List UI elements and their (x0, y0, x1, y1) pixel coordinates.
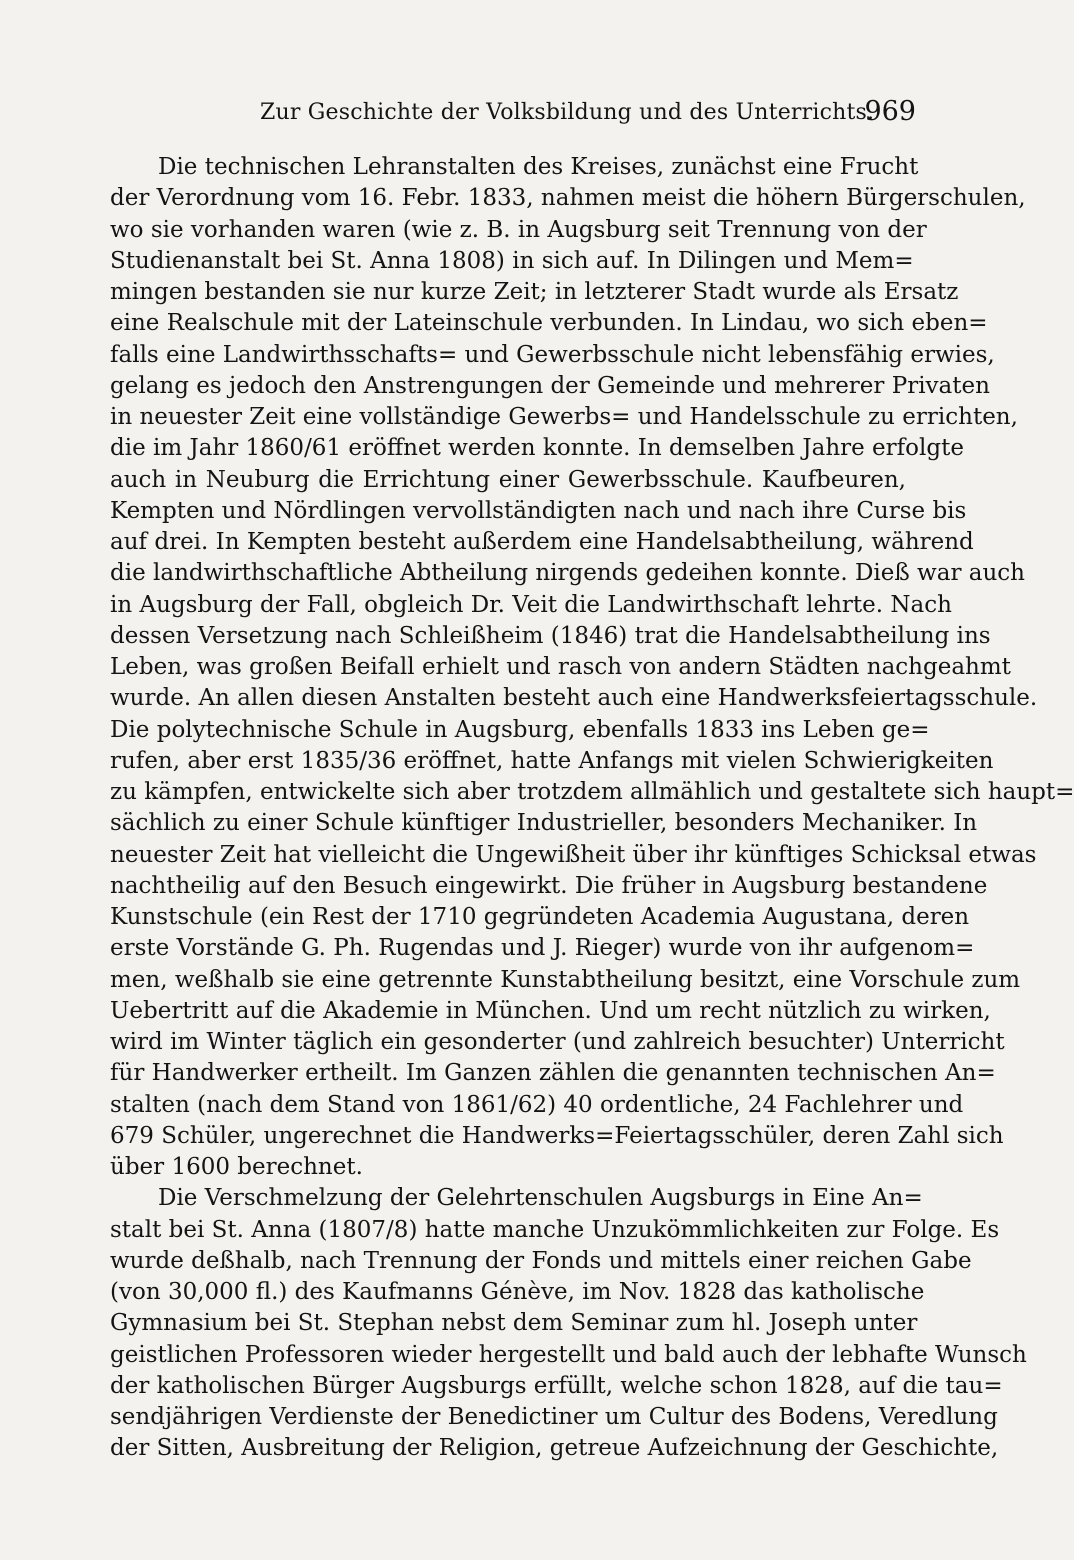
text-line: wo sie vorhanden waren (wie z. B. in Augsburg seit Trennung von der (110, 216, 927, 243)
text-line: in neuester Zeit eine vollständige Gewerbs= und Handelsschule zu errichten, (110, 404, 1018, 430)
text-line: stalt bei St. Anna (1807/8) hatte manche Unzukömmlichkeiten zur Folge. Es (110, 1216, 1000, 1243)
text-line: (von 30,000 fl.) des Kaufmanns Génève, im Nov. 1828 das katholische (110, 1279, 925, 1305)
text-line: Die Verschmelzung der Gelehrtenschulen Augsburgs in Eine An= (158, 1185, 923, 1212)
text-line: eine Realschule mit der Lateinschule verbunden. In Lindau, wo sich eben= (110, 310, 988, 337)
text-line: Die polytechnische Schule in Augsburg, ebenfalls 1833 ins Leben ge= (110, 716, 930, 743)
text-line: zu kämpfen, entwickelte sich aber trotzdem allmählich und gestaltete sich haupt= (110, 779, 1074, 805)
text-line: mingen bestanden sie nur kurze Zeit; in letzterer Stadt wurde als Ersatz (110, 279, 959, 305)
text-line: die im Jahr 1860/61 eröffnet werden konnte. In demselben Jahre erfolgte (110, 435, 964, 462)
text-line: der katholischen Bürger Augsburgs erfüllt, welche schon 1828, auf die tau= (110, 1372, 1003, 1399)
text-line: stalten (nach dem Stand von 1861/62) 40 ordentliche, 24 Fachlehrer und (110, 1091, 964, 1118)
text-line: wird im Winter täglich ein gesonderter (und zahlreich besuchter) Unterricht (110, 1029, 1005, 1055)
text-line: erste Vorstände G. Ph. Rugendas und J. Rieger) wurde von ihr aufgenom= (110, 935, 975, 962)
text-line: Die technischen Lehranstalten des Kreises, zunächst eine Frucht (158, 154, 919, 180)
text-line: Kempten und Nördlingen vervollständigten nach und nach ihre Curse bis (110, 497, 967, 524)
body-text (110, 152, 1074, 1465)
running-title: Zur Geschichte der Volksbildung und des Unterrichts. (260, 100, 875, 125)
text-line: gelang es jedoch den Anstrengungen der Gemeinde und mehrerer Privaten (110, 372, 990, 399)
text-line: Studienanstalt bei St. Anna 1808) in sich auf. In Dilingen und Mem= (110, 247, 914, 274)
text-line: der Sitten, Ausbreitung der Religion, getreue Aufzeichnung der Geschichte, (110, 1435, 999, 1462)
text-line: Gymnasium bei St. Stephan nebst dem Seminar zum hl. Joseph unter (110, 1310, 918, 1337)
text-line: sächlich zu einer Schule künftiger Industrieller, besonders Mechaniker. In (110, 810, 978, 837)
text-line: sendjährigen Verdienste der Benedictiner um Cultur des Bodens, Veredlung (110, 1404, 998, 1430)
text-line: 679 Schüler, ungerechnet die Handwerks=Feiertagsschüler, deren Zahl sich (110, 1122, 1004, 1149)
text-line: geistlichen Professoren wieder hergestellt und bald auch der lebhafte Wunsch (110, 1341, 1027, 1368)
text-line: Uebertritt auf die Akademie in München. Und um recht nützlich zu wirken, (110, 997, 991, 1024)
text-line: der Verordnung vom 16. Febr. 1833, nahmen meist die höhern Bürgerschulen, (110, 185, 1026, 212)
text-line: Leben, was großen Beifall erhielt und rasch von andern Städten nachgeahmt (110, 654, 1011, 680)
text-line: neuester Zeit hat vielleicht die Ungewißheit über ihr künftiges Schicksal etwas (110, 841, 1037, 868)
text-line: nachtheilig auf den Besuch eingewirkt. Die früher in Augsburg bestandene (110, 872, 988, 899)
page-header (110, 96, 916, 136)
text-line: wurde. An allen diesen Anstalten besteht auch eine Handwerksfeiertagsschule. (110, 685, 1038, 712)
text-line: falls eine Landwirthsschafts= und Gewerbsschule nicht lebensfähig erwies, (110, 341, 995, 368)
text-line: auch in Neuburg die Errichtung einer Gewerbsschule. Kaufbeuren, (110, 466, 906, 493)
text-line: men, weßhalb sie eine getrennte Kunstabtheilung besitzt, eine Vorschule zum (110, 966, 1021, 993)
text-line: rufen, aber erst 1835/36 eröffnet, hatte Anfangs mit vielen Schwierigkeiten (110, 747, 994, 774)
text-line: dessen Versetzung nach Schleißheim (1846) trat die Handelsabtheilung ins (110, 622, 991, 649)
text-line: wurde deßhalb, nach Trennung der Fonds und mittels einer reichen Gabe (110, 1247, 972, 1274)
text-line: Kunstschule (ein Rest der 1710 gegründeten Academia Augustana, deren (110, 904, 970, 930)
text-line: auf drei. In Kempten besteht außerdem eine Handelsabtheilung, während (110, 529, 974, 555)
text-line: in Augsburg der Fall, obgleich Dr. Veit die Landwirthschaft lehrte. Nach (110, 591, 952, 618)
page-number: 969 (864, 96, 916, 127)
text-line: über 1600 berechnet. (110, 1154, 363, 1180)
text-line: die landwirthschaftliche Abtheilung nirgends gedeihen konnte. Dieß war auch (110, 560, 1025, 587)
text-line: für Handwerker ertheilt. Im Ganzen zählen die genannten technischen An= (110, 1060, 996, 1087)
